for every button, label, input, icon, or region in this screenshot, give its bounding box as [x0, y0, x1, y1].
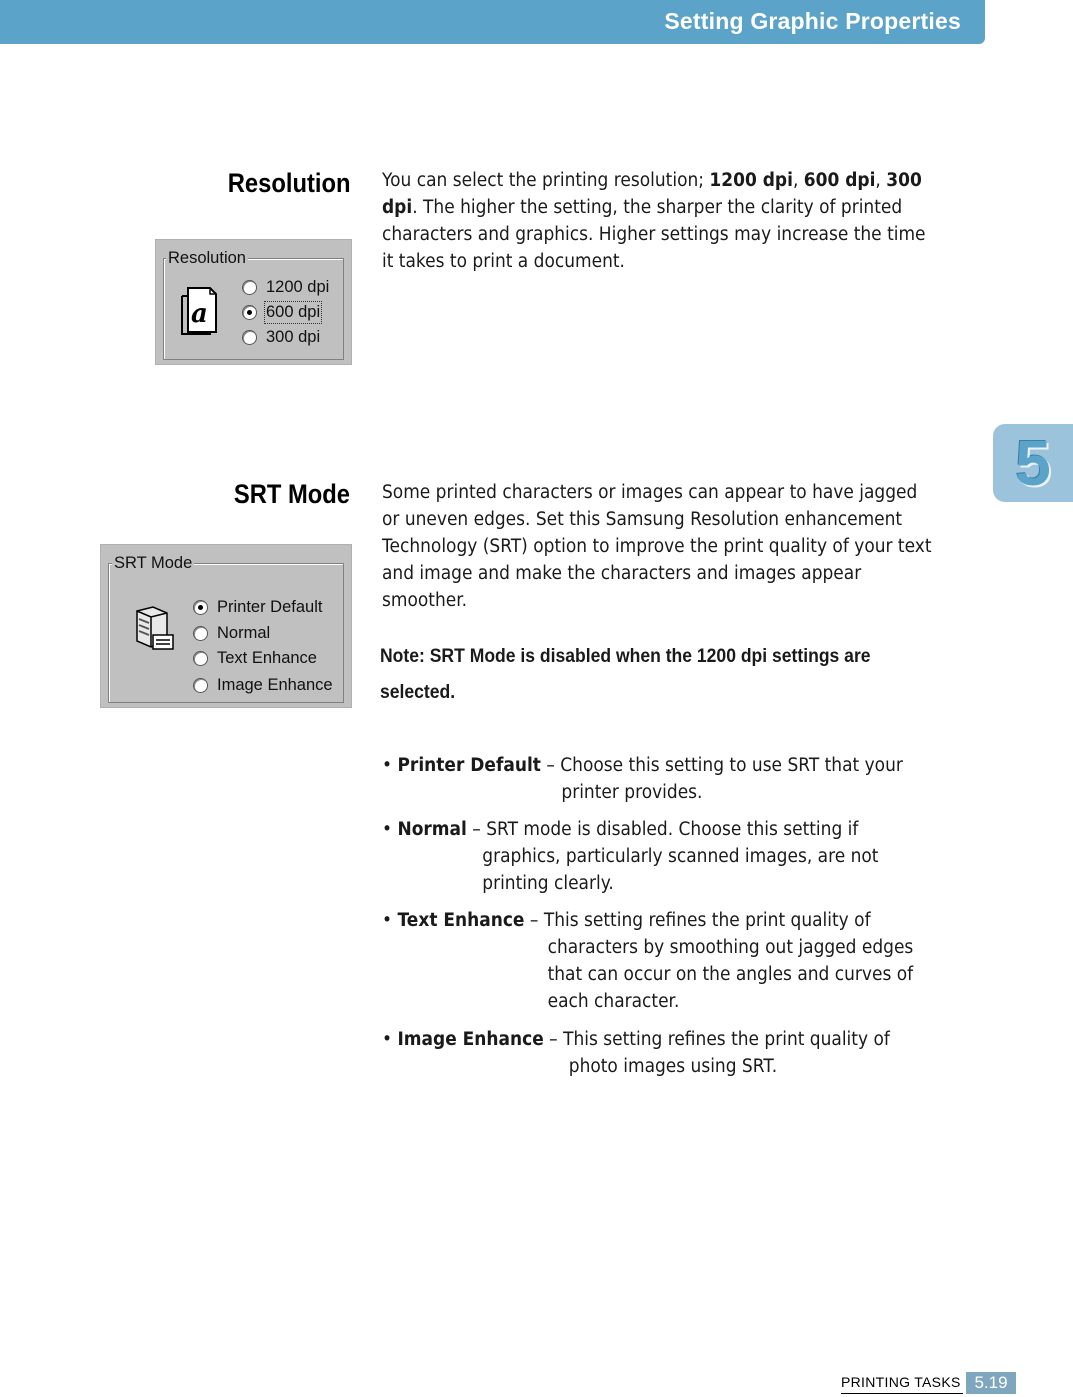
radio-printer-default[interactable] — [193, 598, 322, 617]
chapter-number: 5 — [1015, 427, 1051, 499]
radio-text-enhance[interactable] — [193, 649, 317, 668]
radio-label: Image Enhance — [217, 676, 333, 694]
resolution-dialog-title: Resolution — [168, 249, 246, 267]
radio-label: 600 dpi — [266, 303, 321, 321]
resolution-description: You can select the printing resolution; 1200 dpi, 600 dpi, 300 dpi. The higher the setting, the sharper the clarity of printed characters and graphics. Higher settings may increase the time it takes to print a document. — [382, 170, 926, 272]
srt-note — [380, 638, 920, 710]
list-item: • Printer Default – Choose this setting to use SRT that your printer provides. — [382, 755, 903, 803]
radio-button-selected[interactable] — [242, 305, 257, 320]
page-number: 5.19 — [966, 1372, 1016, 1394]
document-icon — [178, 286, 218, 340]
radio-300-dpi[interactable] — [242, 328, 320, 347]
radio-image-enhance[interactable] — [193, 676, 333, 695]
header-bar — [0, 0, 985, 44]
radio-label: Normal — [217, 624, 271, 642]
radio-button-selected[interactable] — [193, 600, 208, 615]
radio-button[interactable] — [193, 626, 208, 641]
srt-dialog — [100, 544, 352, 708]
list-item: • Normal – SRT mode is disabled. Choose this setting if graphics, particularly scanned images, are not printing clearly. — [382, 819, 879, 894]
srt-heading: SRT Mode — [233, 479, 350, 509]
chapter-tab — [993, 424, 1073, 502]
printer-icon — [131, 605, 177, 659]
radio-label: 1200 dpi — [266, 278, 330, 296]
srt-dialog-title: SRT Mode — [114, 554, 193, 572]
radio-label: 300 dpi — [266, 328, 321, 346]
svg-text:a: a — [191, 299, 208, 329]
note-text: SRT Mode is disabled when the 1200 dpi settings are selected. — [380, 645, 871, 703]
radio-label: Printer Default — [217, 598, 323, 616]
footer-rule — [841, 1393, 963, 1394]
radio-1200-dpi[interactable] — [242, 278, 329, 297]
footer-section: PRINTING TASKS — [841, 1374, 961, 1390]
radio-label: Text Enhance — [217, 649, 317, 667]
list-item: • Text Enhance – This setting refines the print quality of characters by smoothing out jagged edges that can occur on the angles and curves of each character. — [382, 910, 914, 1012]
radio-button[interactable] — [193, 678, 208, 693]
radio-button[interactable] — [242, 280, 257, 295]
radio-normal[interactable] — [193, 624, 270, 643]
note-label: Note: — [380, 645, 425, 667]
srt-description: Some printed characters or images can appear to have jagged or uneven edges. Set this Samsung Resolution enhancement Technology (SRT) option to improve the print quality of your text and image and make the characters and images appear smoother. — [382, 482, 932, 611]
page-title: Setting Graphic Properties — [664, 8, 961, 34]
list-item: • Image Enhance – This setting refines the print quality of photo images using SRT. — [382, 1029, 890, 1077]
radio-600-dpi[interactable] — [242, 303, 320, 322]
radio-button[interactable] — [242, 330, 257, 345]
radio-button[interactable] — [193, 651, 208, 666]
resolution-dialog — [155, 239, 352, 365]
resolution-heading: Resolution — [227, 168, 350, 198]
